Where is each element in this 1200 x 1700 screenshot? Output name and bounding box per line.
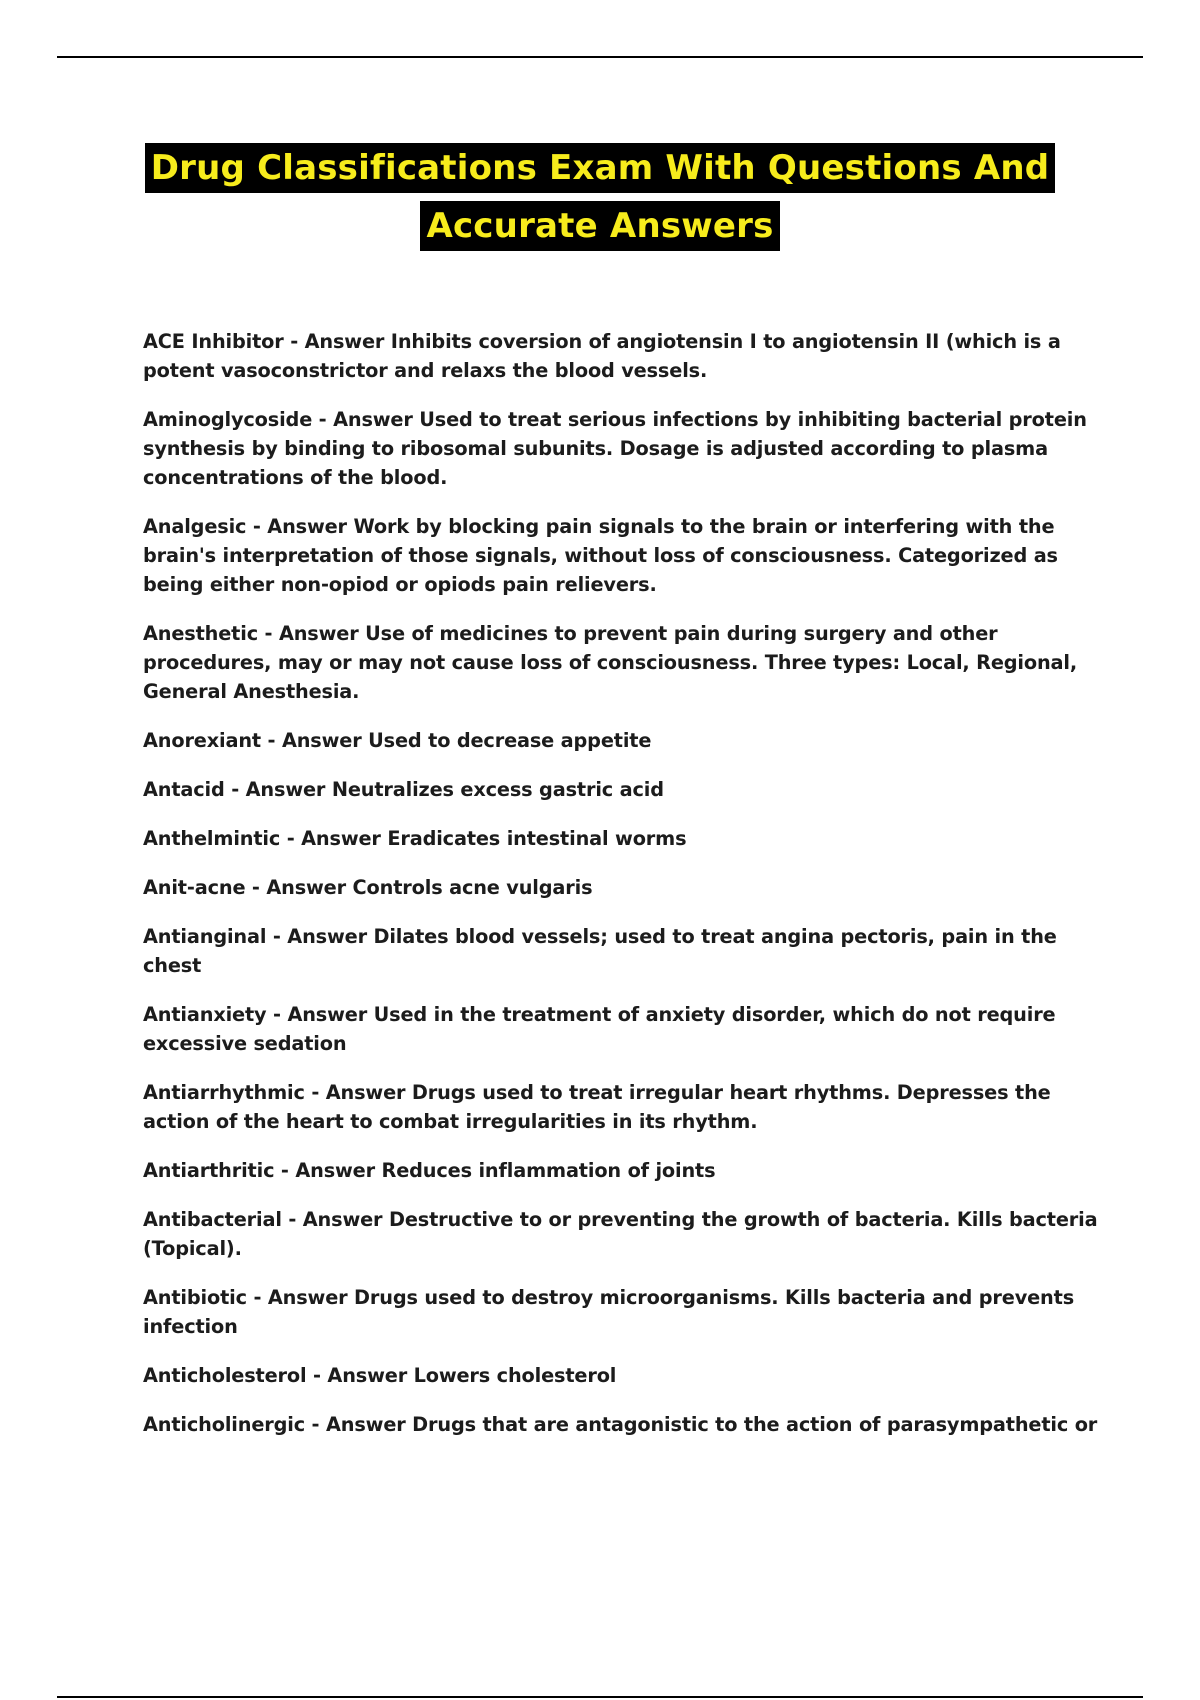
top-rule [57, 56, 1143, 58]
entry-anthelmintic: Anthelmintic - Answer Eradicates intestinal worms [143, 827, 687, 850]
entry-anti-acne: Anit-acne - Answer Controls acne vulgaris [143, 876, 593, 899]
entry-ace-inhibitor: ACE Inhibitor - Answer Inhibits coversion of angiotensin I to angiotensin II (which is a potent vasoconstrictor and relaxs the blood vessels. [143, 330, 1061, 382]
bottom-rule [57, 1696, 1143, 1698]
entry-list [143, 327, 1103, 1459]
entry-antibacterial: Antibacterial - Answer Destructive to or preventing the growth of bacteria. Kills bacteria (Topical). [143, 1208, 1098, 1260]
entry-antiarrhythmic: Antiarrhythmic - Answer Drugs used to treat irregular heart rhythms. Depresses the action of the heart to combat irregularities in its rhythm. [143, 1081, 1051, 1133]
entry-anticholinergic: Anticholinergic - Answer Drugs that are antagonistic to the action of parasympathetic or [143, 1413, 1098, 1436]
title-line-2: Accurate Answers [420, 201, 779, 251]
title-line-1: Drug Classifications Exam With Questions And [145, 143, 1056, 193]
entry-antianginal: Antianginal - Answer Dilates blood vessels; used to treat angina pectoris, pain in the chest [143, 925, 1057, 977]
entry-antianxiety: Antianxiety - Answer Used in the treatment of anxiety disorder, which do not require excessive sedation [143, 1003, 1056, 1055]
entry-anorexiant: Anorexiant - Answer Used to decrease appetite [143, 729, 652, 752]
entry-antiarthritic: Antiarthritic - Answer Reduces inflammation of joints [143, 1159, 716, 1182]
entry-antacid: Antacid - Answer Neutralizes excess gastric acid [143, 778, 664, 801]
entry-anesthetic: Anesthetic - Answer Use of medicines to prevent pain during surgery and other procedures, may or may not cause loss of consciousness. Three types: Local, Regional, General Anesthesia. [143, 622, 1078, 703]
entry-antibiotic: Antibiotic - Answer Drugs used to destroy microorganisms. Kills bacteria and prevents infection [143, 1286, 1075, 1338]
entry-aminoglycoside: Aminoglycoside - Answer Used to treat serious infections by inhibiting bacterial protein synthesis by binding to ribosomal subunits. Dosage is adjusted according to plasma concentrations of the blood. [143, 408, 1087, 489]
entry-analgesic: Analgesic - Answer Work by blocking pain signals to the brain or interfering with the brain's interpretation of those signals, without loss of consciousness. Categorized as being either non-opiod or opiods pain relievers. [143, 515, 1058, 596]
document-title [0, 143, 1200, 251]
entry-anticholesterol: Anticholesterol - Answer Lowers cholesterol [143, 1364, 617, 1387]
